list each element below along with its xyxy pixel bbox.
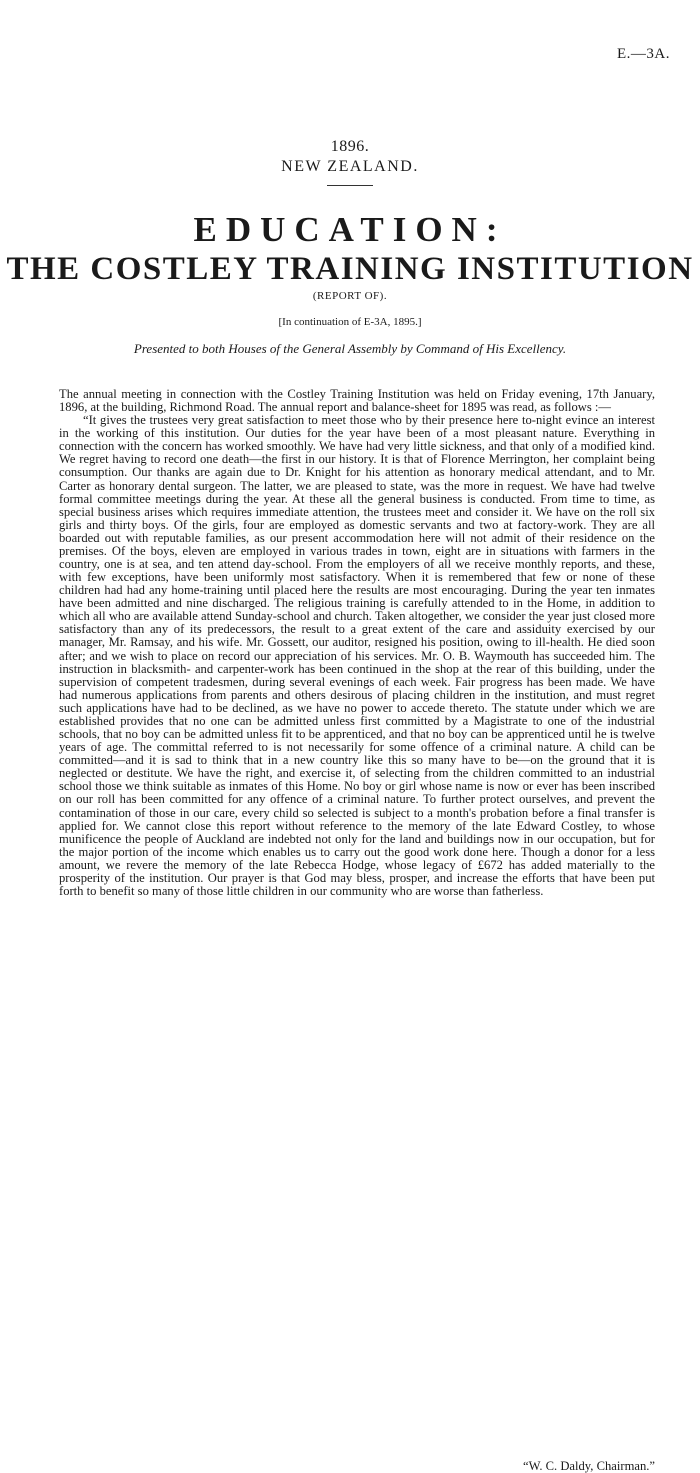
country: NEW ZEALAND. <box>281 158 419 175</box>
title-divider <box>327 185 373 186</box>
continuation-note: [In continuation of E-3A, 1895.] <box>278 316 422 328</box>
year: 1896. <box>330 138 370 155</box>
intro-paragraph: The annual meeting in connection with the Costley Training Institution was held on Friday evening, 17th January, 1896, at the building, Richmond Road. The annual report and balance-sheet for 1895 was read, as follows :— <box>59 387 655 415</box>
report-paragraph: “It gives the trustees very great satisfaction to meet those who by their presence here to-night evince an interest in the working of this institution. Our duties for the year have been of a most pleasant nature. Everything in connection with the concern has worked smoothly. We have had very little sickness, and that only of a modified kind. We regret having to record one death—the first in our history. It is that of Florence Merrington, her complaint being consumption. Our thanks are again due to Dr. Knight for his attention as honorary medical attendant, and to Mr. Carter as honorary dental surgeon. The latter, we are pleased to state, was the more in request. We have had twelve formal committee meetings during the year. At these all the general business is conducted. From time to time, as special business arises which requires immediate attention, the trustees meet and consider it. We have on the roll six girls and thirty boys. Of the girls, four are employed as domestic servants and two at factory-work. They are all boarded out with reputable families, as our present accommodation here will not admit of their residence on the premises. Of the boys, eleven are employed in various trades in town, eight are in situations with farmers in the country, one is at sea, and ten attend day-school. From the employers of all we receive monthly reports, and these, with few exceptions, have been uniformly most satisfactory. When it is remembered that few or none of these children had had any home-training until placed here the results are most encouraging. During the year ten inmates have been admitted and nine discharged. The religious training is carefully attended to in the Home, in addition to which all who are available attend Sunday-school and church. Taken altogether, we consider the year just closed more satisfactory than any of its predecessors, the result to a great extent of the care and assiduity exercised by our manager, Mr. Ramsay, and his wife. Mr. Gossett, our auditor, resigned his position, owing to ill-health. He died soon after; and we wish to place on record our appreciation of his services. Mr. O. B. Waymouth has succeeded him. The instruction in blacksmith- and carpenter-work has been continued in the shop at the rear of this building, under the supervision of competent tradesmen, during several evenings of each week. Fair progress has been made. We have had numerous applications from parents and others desirous of placing children in the institution, and must regret such applications have had to be declined, as we have no power to accede thereto. The statute under which we are established provides that no one can be admitted unless first committed by a Magistrate to one of the industrial schools, that no boy can be admitted unless fit to be apprenticed, and that no boy can be apprenticed until he is twelve years of age. The committal referred to is not necessarily for some offence of a criminal nature. A child can be committed—and it is sad to think that in a new country like this so many have to be—on the ground that it is neglected or destitute. We have the right, and exercise it, of selecting from the children committed to an industrial school those we think suitable as inmates of this Home. No boy or girl whose name is now or ever has been inscribed on our roll has been committed for any offence of a criminal nature. To further protect ourselves, and prevent the contamination of those in our care, every child so selected is subject to a month's probation before a final transfer is applied for. We cannot close this report without reference to the memory of the late Edward Costley, to whose munificence the people of Auckland are indebted not only for the land and buildings now in our occupation, but for the major portion of the income which enables us to carry out the good work done here. Though a donor for a less amount, we revere the memory of the late Rebecca Hodge, whose legacy of £672 has added materially to the prosperity of the institution. Our prayer is that God may bless, prosper, and increase the efforts that have been put forth to benefit so many of those little children in our community who are worse than fatherless. <box>59 413 655 898</box>
document-title: EDUCATION: <box>193 210 507 249</box>
report-of-label: (REPORT OF). <box>312 290 388 302</box>
report-body <box>59 387 655 1473</box>
presented-statement: Presented to both Houses of the General Assembly by Command of His Excellency. <box>133 341 567 356</box>
document-subtitle: THE COSTLEY TRAINING INSTITUTION <box>6 251 694 287</box>
page-reference: E.—3A. <box>617 46 670 62</box>
chairman-signature: “W. C. Daldy, Chairman.” <box>523 1459 655 1473</box>
